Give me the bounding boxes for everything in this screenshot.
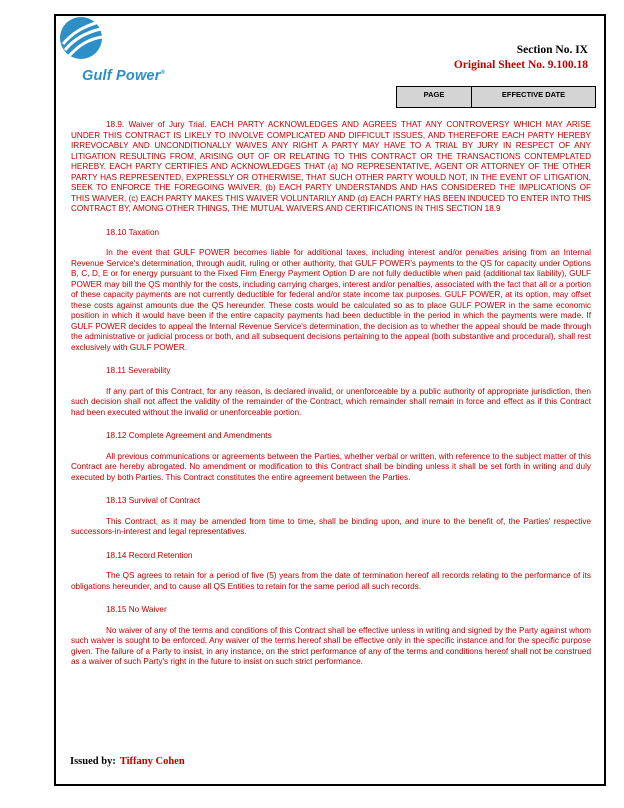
section-18-14-heading: 18.14 Record Retention — [106, 550, 193, 560]
section-18-11-heading: 18.11 Severability — [106, 366, 171, 375]
section-18-10-taxation: In the event that GULF POWER becomes liable for additional taxes, including interest and/or penalties arising from an Internal Revenue Service's determination, through audit, ruling or other authority, that GULF POWER's payments to the QS for capacity under Options B, C, D, E or for energy pursuant to the Fixed Firm Energy Payment Option D are not fully deductible when paid (additional tax liability), GULF POWER may bill the QS monthly for the costs, including carrying charges, interest and/or penalties, associated with the fact that all or a portion of these capacity payments are not currently deductible for federal and/or state income tax purposes. GULF POWER, at its option, may offset these costs against amounts due the QS hereunder. These costs would be calculated so as to place GULF POWER in the same economic position in which it would have been if the entire capacity payments had been deductible in the period in which the payments were made. If GULF POWER decides to appeal the Internal Revenue Service's determination, the decision as to whether the appeal should be made through the administrative or judicial process or both, and all subsequent decisions pertaining to the appeal (both substantive and procedural), shall rest exclusively with GULF POWER. — [71, 248, 591, 352]
section-18-15-heading: 18.15 No Waiver — [106, 605, 167, 614]
section-18-12-heading: 18.12 Complete Agreement and Amendments — [106, 431, 272, 440]
gulf-power-logo — [55, 16, 195, 84]
gulf-power-logo-icon — [59, 16, 103, 60]
logo-wordmark: Gulf Power® — [82, 68, 166, 84]
page-effective-date-table — [396, 86, 596, 108]
section-18-9-waiver-of-jury-trial: 18.9. Waiver of Jury Trial. EACH PARTY ACKNOWLEDGES AND AGREES THAT ANY CONTROVERSY WHICH MAY ARISE UNDER THIS CONTRACT IS LIKELY TO INVOLVE COMPLICATED AND DIFFICULT ISSUES, AND THEREFORE EACH PARTY HEREBY IRREVOCABLY AND UNCONDITIONALLY WAIVES ANY RIGHT A PARTY MAY HAVE TO A TRIAL BY JURY IN RESPECT OF ANY LITIGATION RESULTING FROM, ARISING OUT OF OR RELATING TO THIS CONTRACT OR THE TRANSACTIONS CONTEMPLATED HEREBY. EACH PARTY CERTIFIES AND ACKNOWLEDGES THAT (a) NO REPRESENTATIVE, AGENT OR ATTORNEY OF THE OTHER PARTY HAS REPRESENTED, EXPRESSLY OR OTHERWISE, THAT SUCH OTHER PARTY WOULD NOT, IN THE EVENT OF LITIGATION, SEEK TO ENFORCE THE FOREGOING WAIVER, (b) EACH PARTY UNDERSTANDS AND HAS CONSIDERED THE IMPLICATIONS OF THIS WAIVER, (c) EACH PARTY MAKES THIS WAIVER VOLUNTARILY AND (d) EACH PARTY HAS BEEN INDUCED TO ENTER INTO THIS CONTRACT BY, AMONG OTHER THINGS, THE MUTUAL WAIVERS AND CERTIFICATIONS IN THIS SECTION 18.9 — [71, 120, 591, 213]
issued-by — [70, 756, 185, 767]
page-column-header: PAGE — [397, 87, 472, 107]
section-18-14-record-retention: The QS agrees to retain for a period of five (5) years from the date of termination hereof all records relating to the performance of its obligations hereunder, and to cause all QS Entities to retain for the same period all such records. — [71, 571, 591, 591]
section-18-11-severability: If any part of this Contract, for any reason, is declared invalid, or unenforceable by a public authority of appropriate jurisdiction, then such decision shall not affect the validity of the remainder of the Contract, which remainder shall remain in force and effect as if this Contract had been executed without the invalid or unenforceable portion. — [71, 386, 591, 417]
effective-date-column-header: EFFECTIVE DATE — [501, 90, 566, 99]
section-number: Section No. IX — [516, 44, 588, 56]
issued-by-name: Tiffany Cohen — [119, 756, 185, 767]
issued-by-label: Issued by: — [70, 756, 116, 767]
document-body — [71, 120, 591, 668]
section-18-15-no-waiver: No waiver of any of the terms and conditions of this Contract shall be effective unless in writing and signed by the Party against whom such waiver is sought to be enforced. Any waiver of the terms hereof shall be effective only in the specific instance and for the specific purpose given. The failure of a Party to insist, in any instance, on the strict performance of any of the terms and conditions hereof shall not be construed as a waiver of such Party's right in the future to insist on such strict performance. — [71, 625, 591, 666]
original-sheet-number: Original Sheet No. 9.100.18 — [453, 59, 588, 71]
section-18-13-heading: 18.13 Survival of Contract — [106, 496, 201, 505]
section-18-12-complete-agreement: All previous communications or agreements between the Parties, whether verbal or written, with reference to the subject matter of this Contract are hereby abrogated. No amendment or modification to this Contract shall be binding unless it shall be set forth in writing and duly executed by both Parties. This Contract constitutes the entire agreement between the Parties. — [71, 451, 591, 482]
section-18-13-survival: This Contract, as it may be amended from time to time, shall be binding upon, and inure to the benefit of, the Parties' respective successors-in-interest and legal representatives. — [71, 516, 591, 536]
section-18-10-heading: 18.10 Taxation — [106, 227, 160, 237]
